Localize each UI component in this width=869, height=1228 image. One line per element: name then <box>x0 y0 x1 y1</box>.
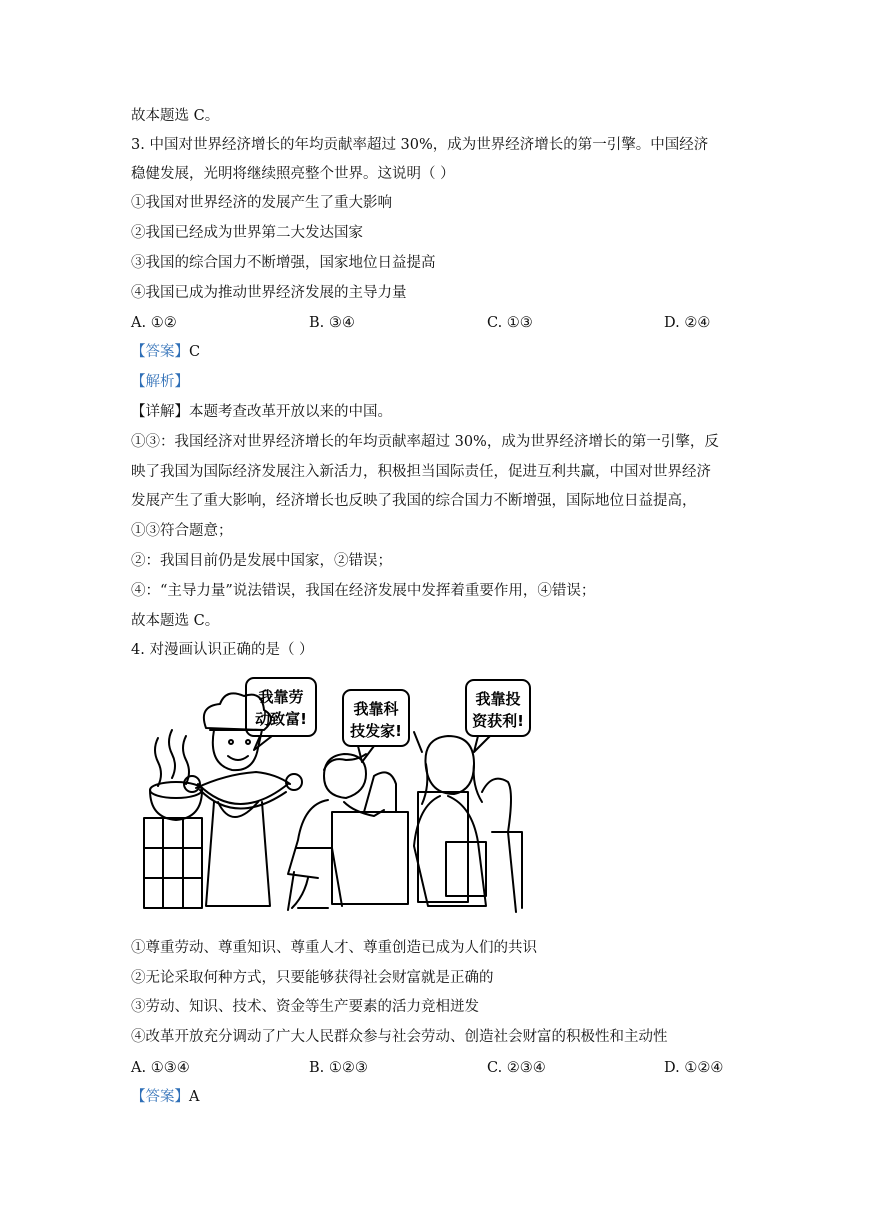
q3-option-a: A. ①② <box>131 315 177 331</box>
q3-stem-line2: 稳健发展，光明将继续照亮整个世界。这说明（ ） <box>131 166 455 182</box>
q4-option-a: A. ①③④ <box>131 1060 190 1076</box>
q3-option-c: C. ①③ <box>487 315 533 331</box>
q4-stem: 4. 对漫画认识正确的是（ ） <box>131 642 314 658</box>
cartoon-illustration <box>128 672 540 930</box>
answer-value: A <box>189 1089 200 1105</box>
q3-option-d: D. ②④ <box>664 315 711 331</box>
q3-explain-2: 映了我国为国际经济发展注入新活力，积极担当国际责任，促进互利共赢，中国对世界经济 <box>131 464 711 480</box>
q3-explain-3: 发展产生了重大影响，经济增长也反映了我国的综合国力不断增强，国际地位日益提高， <box>131 493 697 509</box>
q4-answer <box>131 1087 199 1107</box>
answer-tag: 【答案】 <box>131 344 189 360</box>
q3-item-1: ①我国对世界经济的发展产生了重大影响 <box>131 195 392 211</box>
q3-explain-6: ④：“主导力量”说法错误，我国在经济发展中发挥着重要作用，④错误； <box>131 583 596 599</box>
q3-option-b: B. ③④ <box>309 315 355 331</box>
q3-item-3: ③我国的综合国力不断增强，国家地位日益提高 <box>131 255 436 271</box>
bubble3-line1: 我靠投 <box>475 690 521 708</box>
q3-analysis-tag: 【解析】 <box>131 374 189 390</box>
q4-option-b: B. ①②③ <box>309 1060 368 1076</box>
detail-text: 本题考查改革开放以来的中国。 <box>189 404 392 420</box>
bubble2-line1: 我靠科 <box>353 700 399 718</box>
q2-conclusion: 故本题选 C。 <box>131 108 220 124</box>
answer-value: C <box>189 344 201 360</box>
bubble1-line1: 我靠劳 <box>258 688 304 706</box>
q4-option-c: C. ②③④ <box>487 1060 546 1076</box>
q3-item-4: ④我国已成为推动世界经济发展的主导力量 <box>131 285 407 301</box>
q4-item-3: ③劳动、知识、技术、资金等生产要素的活力竞相迸发 <box>131 999 479 1015</box>
q3-stem-line1: 3. 中国对世界经济增长的年均贡献率超过 30%，成为世界经济增长的第一引擎。中国经济 <box>131 137 709 153</box>
detail-tag: 【详解】 <box>131 404 189 420</box>
q3-explain-5: ②：我国目前仍是发展中国家，②错误； <box>131 553 392 569</box>
q4-item-2: ②无论采取何种方式，只要能够获得社会财富就是正确的 <box>131 970 494 986</box>
q3-detail <box>131 402 392 422</box>
bubble2-line2: 技发家! <box>350 722 402 740</box>
q4-item-4: ④改革开放充分调动了广大人民群众参与社会劳动、创造社会财富的积极性和主动性 <box>131 1029 668 1045</box>
q3-explain-1: ①③：我国经济对世界经济增长的年均贡献率超过 30%，成为世界经济增长的第一引擎，反 <box>131 434 719 450</box>
q3-explain-4: ①③符合题意； <box>131 523 233 539</box>
q4-option-d: D. ①②④ <box>664 1060 724 1076</box>
answer-tag: 【答案】 <box>131 1089 189 1105</box>
bubble3-line2: 资获利! <box>472 712 524 730</box>
q3-explain-7: 故本题选 C。 <box>131 613 220 629</box>
q4-item-1: ①尊重劳动、尊重知识、尊重人才、尊重创造已成为人们的共识 <box>131 940 537 956</box>
bubble1-line2: 动致富! <box>255 710 307 728</box>
q3-item-2: ②我国已经成为世界第二大发达国家 <box>131 225 363 241</box>
q3-answer <box>131 342 200 362</box>
